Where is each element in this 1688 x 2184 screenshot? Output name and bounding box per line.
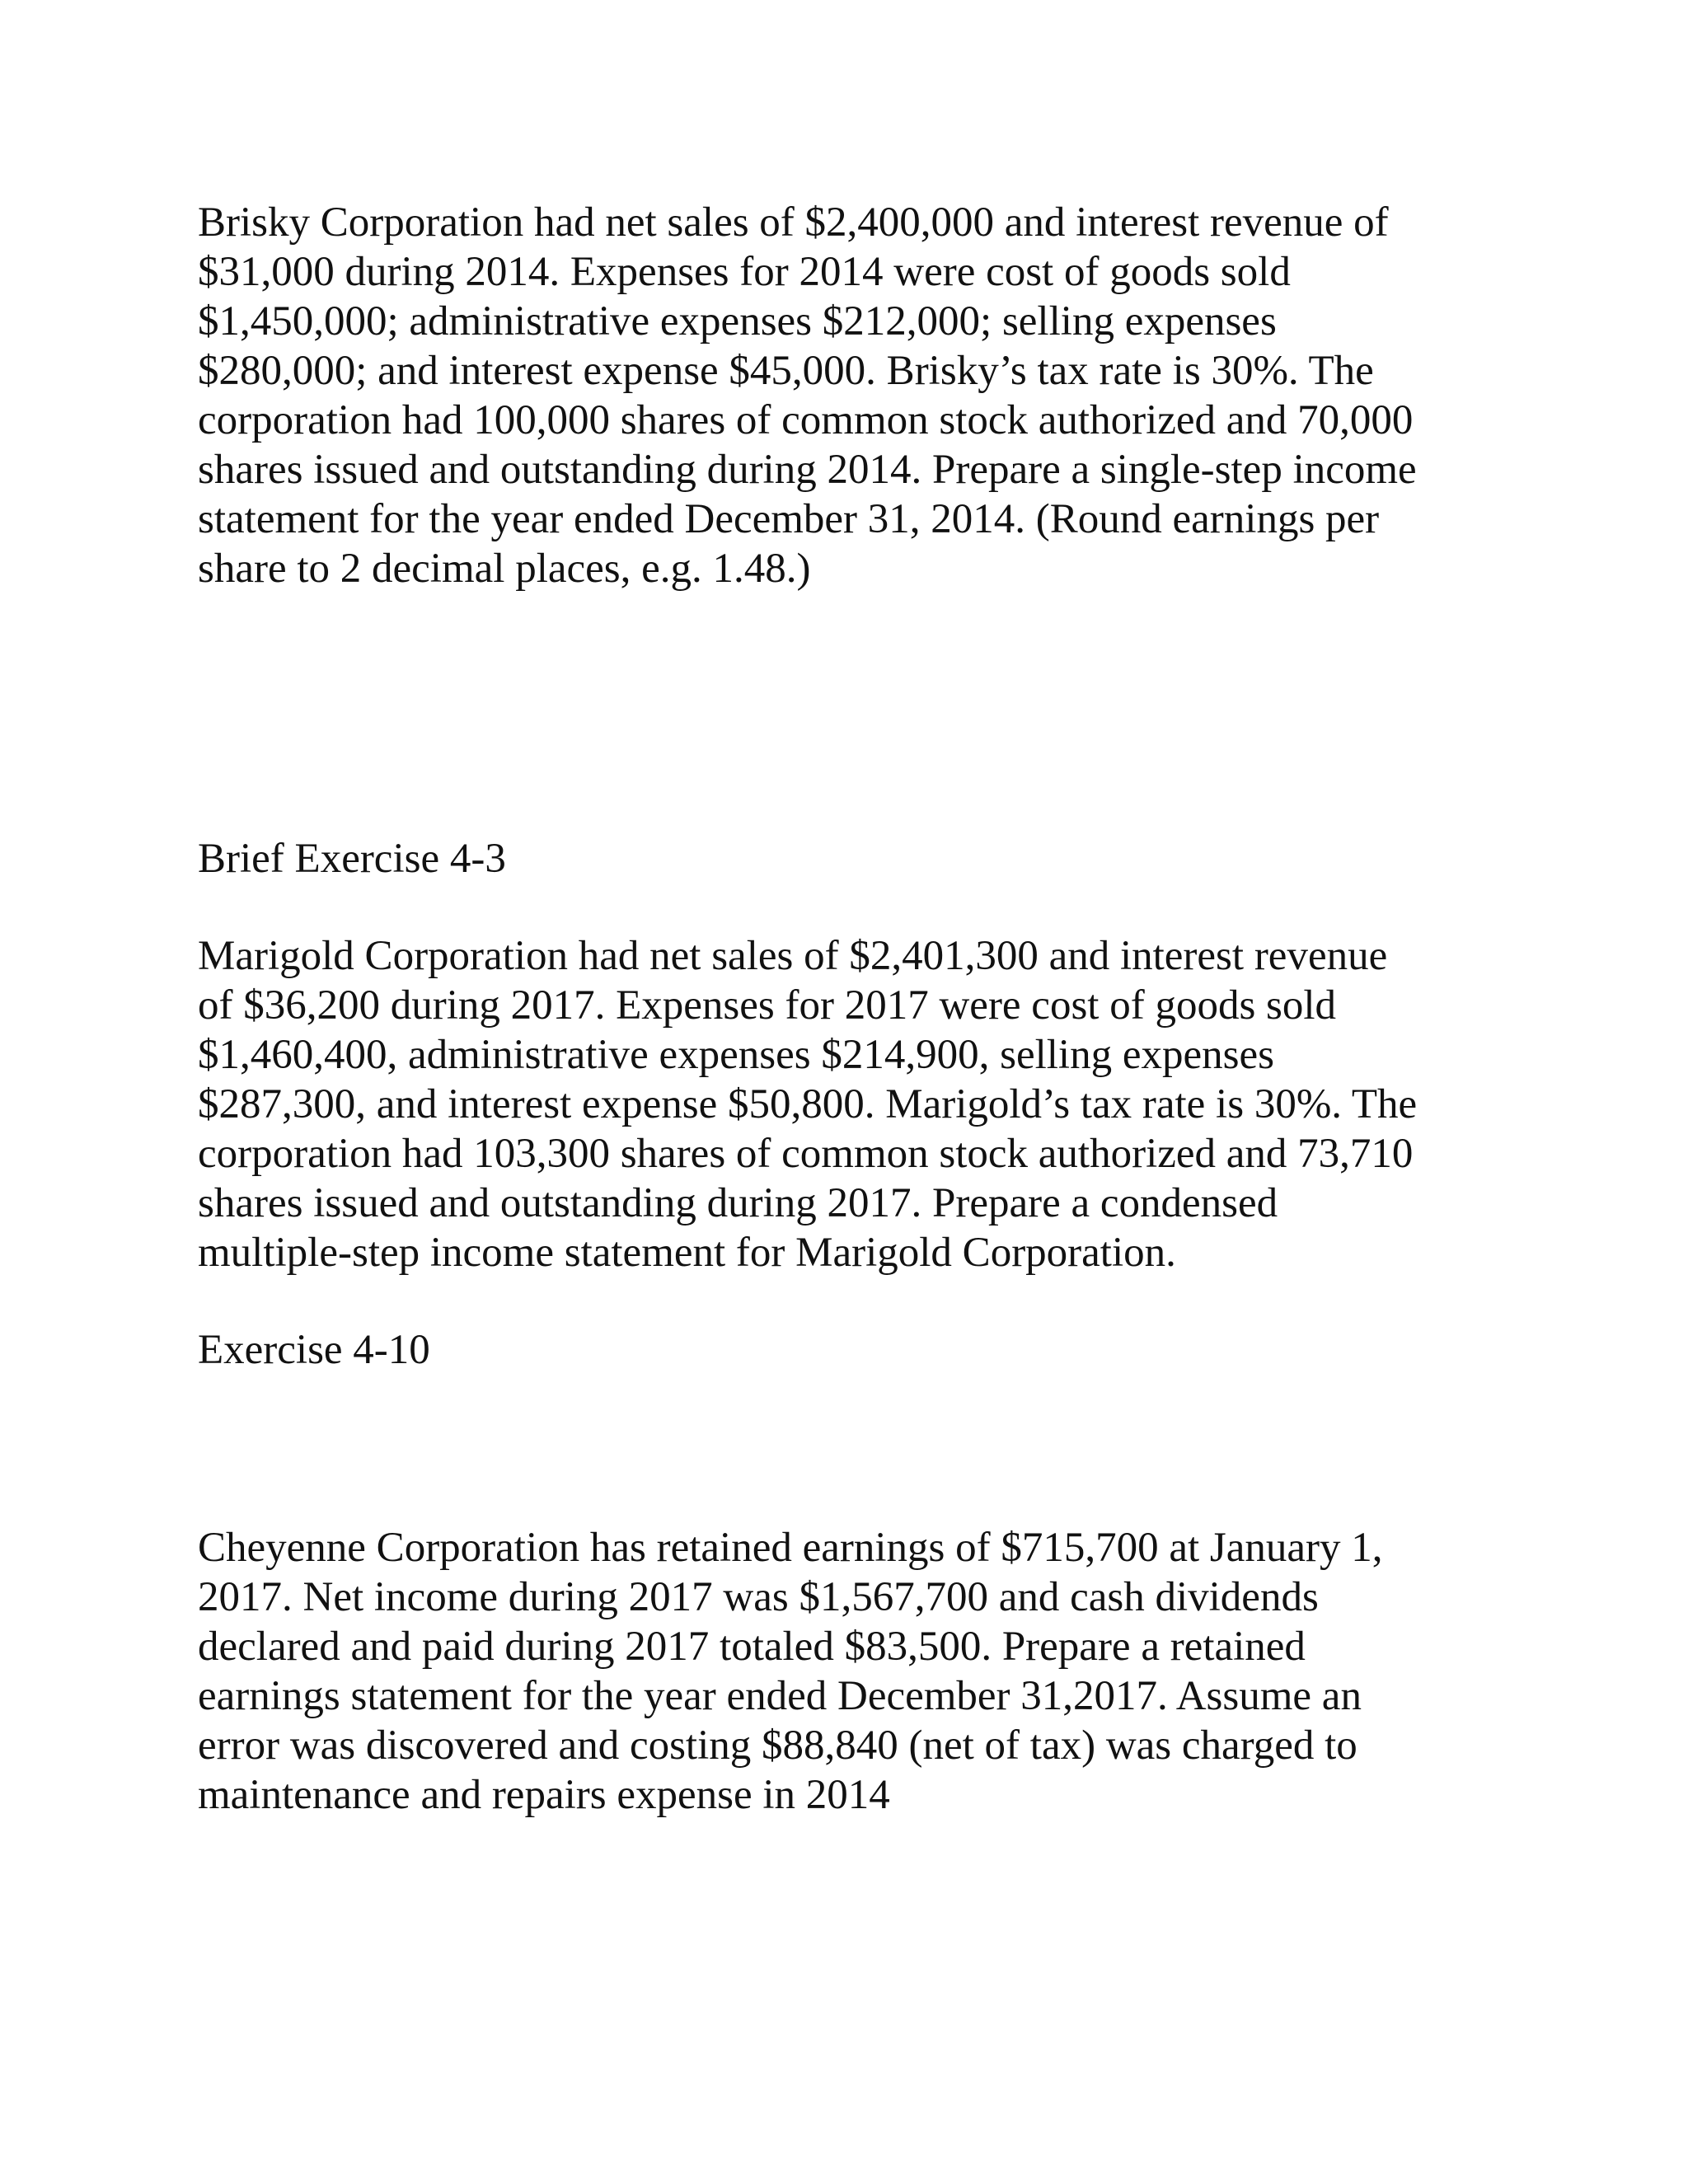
paragraph-line: 2017. Net income during 2017 was $1,567,700 and cash dividends (198, 1574, 1319, 1620)
paragraph-line: maintenance and repairs expense in 2014 (198, 1772, 890, 1818)
paragraph-brisky-corporation (198, 198, 1550, 593)
paragraph-cheyenne-corporation (198, 1523, 1550, 1820)
paragraph-line: of $36,200 during 2017. Expenses for 2017 were cost of goods sold (198, 982, 1337, 1029)
paragraph-line: shares issued and outstanding during 2014. Prepare a single-step income (198, 447, 1417, 493)
paragraph-line: $287,300, and interest expense $50,800. Marigold’s tax rate is 30%. The (198, 1081, 1418, 1127)
paragraph-line: error was discovered and costing $88,840 (net of tax) was charged to (198, 1722, 1357, 1769)
paragraph-line: $31,000 during 2014. Expenses for 2014 were cost of goods sold (198, 249, 1291, 295)
paragraph-line: Cheyenne Corporation has retained earnings of $715,700 at January 1, (198, 1525, 1383, 1571)
paragraph-line: Brisky Corporation had net sales of $2,400,000 and interest revenue of (198, 199, 1389, 246)
paragraph-line: $1,460,400, administrative expenses $214,900, selling expenses (198, 1032, 1274, 1078)
paragraph-line: $1,450,000; administrative expenses $212,000; selling expenses (198, 298, 1277, 344)
paragraph-line: Marigold Corporation had net sales of $2,401,300 and interest revenue (198, 933, 1388, 979)
paragraph-line: $280,000; and interest expense $45,000. Brisky’s tax rate is 30%. The (198, 348, 1374, 394)
paragraph-line: corporation had 103,300 shares of common stock authorized and 73,710 (198, 1131, 1414, 1177)
paragraph-line: earnings statement for the year ended December 31,2017. Assume an (198, 1673, 1362, 1719)
paragraph-line: shares issued and outstanding during 2017. Prepare a condensed (198, 1180, 1278, 1226)
paragraph-line: statement for the year ended December 31, 2014. (Round earnings per (198, 496, 1380, 542)
paragraph-line: multiple-step income statement for Marigold Corporation. (198, 1230, 1176, 1276)
paragraph-line: corporation had 100,000 shares of common stock authorized and 70,000 (198, 397, 1414, 443)
paragraph-marigold-corporation (198, 931, 1550, 1277)
paragraph-line: declared and paid during 2017 totaled $83,500. Prepare a retained (198, 1624, 1306, 1670)
heading-exercise: Exercise 4-10 (198, 1327, 430, 1373)
heading-brief-exercise: Brief Exercise 4-3 (198, 836, 506, 882)
paragraph-line: share to 2 decimal places, e.g. 1.48.) (198, 546, 811, 592)
